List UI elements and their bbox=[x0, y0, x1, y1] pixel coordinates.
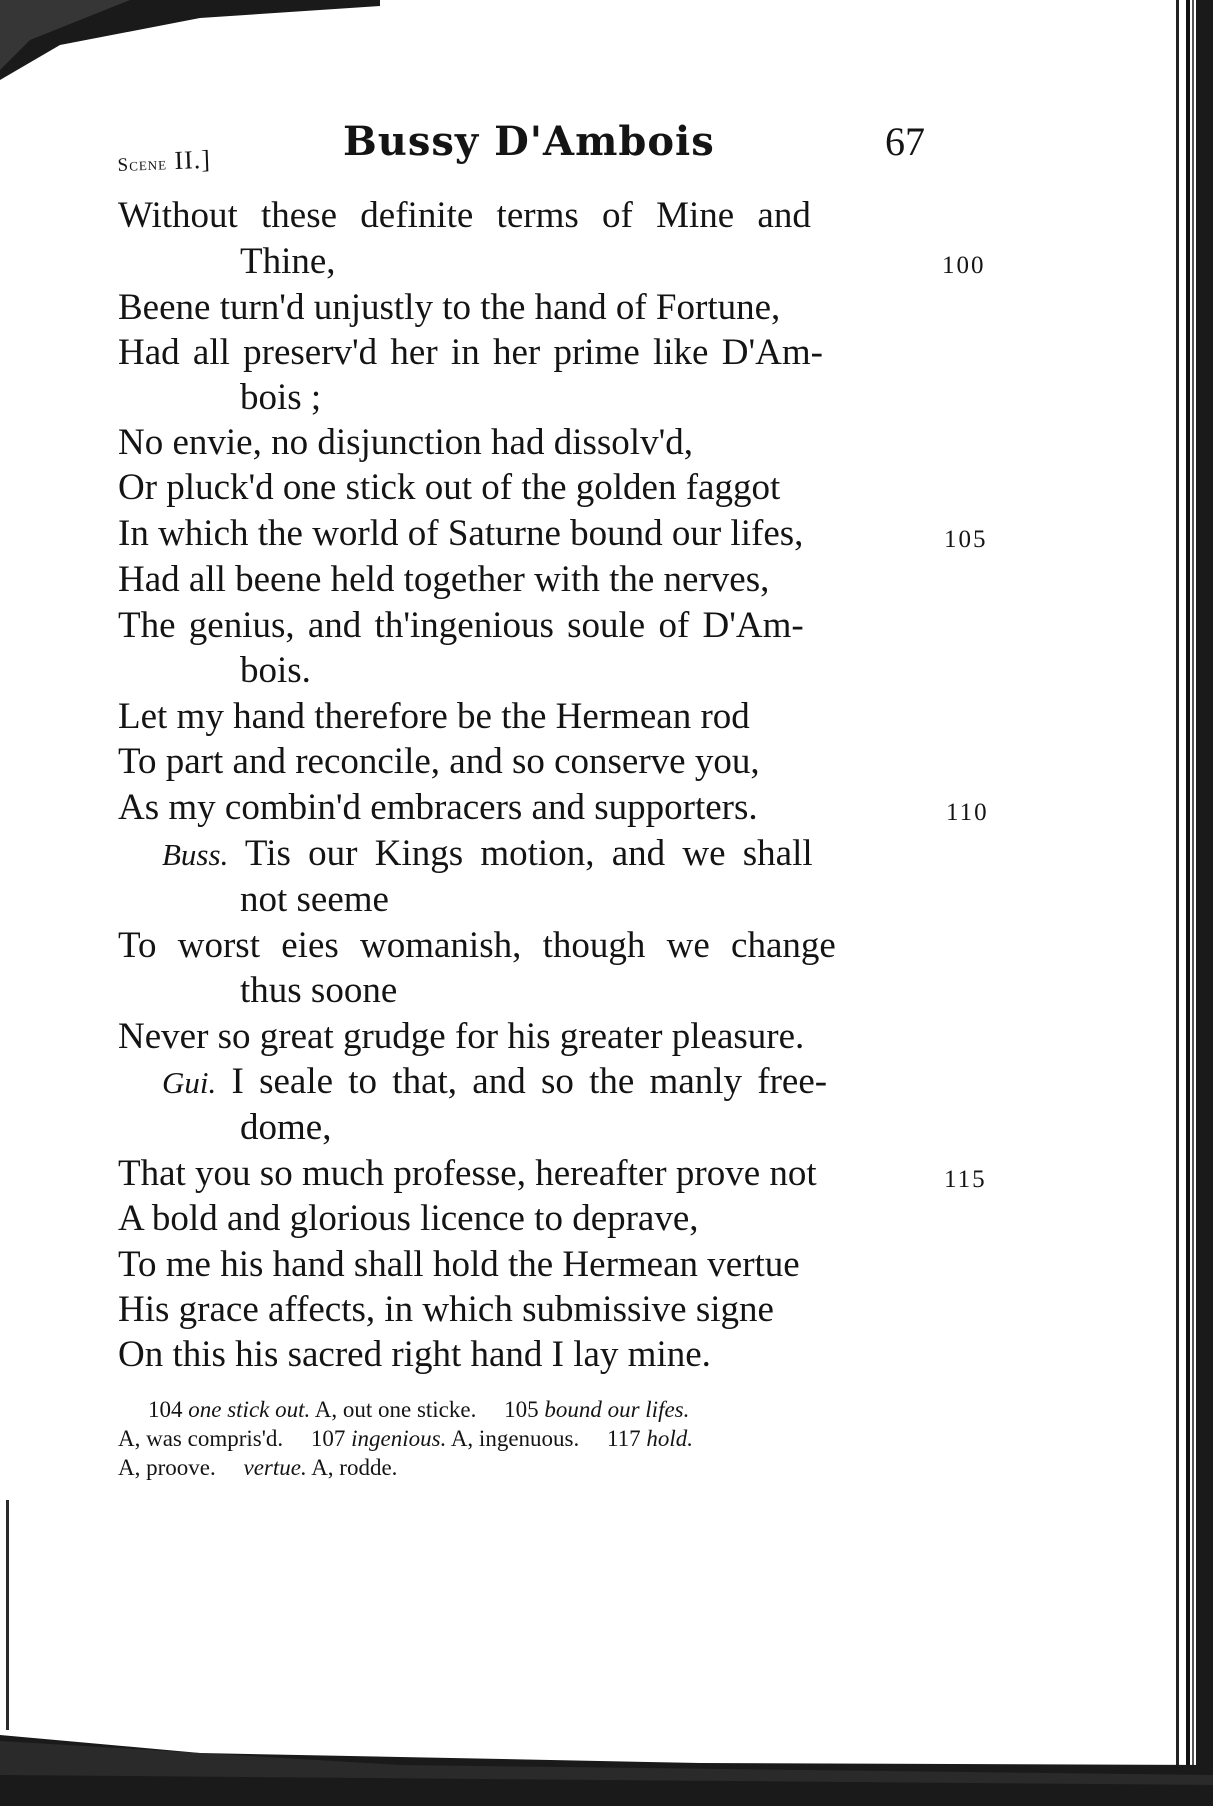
footnotes bbox=[118, 1395, 948, 1482]
verse-line: Let my hand therefore be the Hermean rod bbox=[118, 696, 750, 737]
speech-line bbox=[162, 1060, 827, 1105]
line-number: 110 bbox=[946, 799, 989, 826]
scan-edge-mark-left bbox=[4, 1500, 12, 1730]
speech-line bbox=[162, 832, 813, 877]
line-number: 105 bbox=[944, 526, 988, 553]
footnote-reading: A, rodde. bbox=[311, 1455, 398, 1480]
speech-text: Tis our Kings motion, and we shall bbox=[244, 833, 813, 874]
page-number: 67 bbox=[885, 119, 925, 164]
footnote-lemma: vertue. bbox=[243, 1455, 307, 1480]
footnote-117 bbox=[607, 1424, 693, 1453]
verse-line: thus soone bbox=[240, 970, 398, 1011]
scene-number: II.] bbox=[173, 144, 212, 176]
verse-line: Had all preserv'd her in her prime like D'Am- bbox=[118, 332, 823, 373]
footnote-line bbox=[118, 1453, 948, 1482]
footnote-lemma: ingenious. bbox=[351, 1426, 447, 1451]
verse-line: No envie, no disjunction had dissolv'd, bbox=[118, 422, 693, 463]
verse-line: dome, bbox=[240, 1107, 332, 1148]
verse-line: Or pluck'd one stick out of the golden faggot bbox=[118, 467, 781, 508]
footnote-vertue bbox=[243, 1453, 397, 1482]
footnote-117-reading bbox=[118, 1453, 216, 1482]
speaker-label: Buss. bbox=[162, 837, 229, 872]
verse-line: not seeme bbox=[240, 879, 389, 920]
verse-line: To me his hand shall hold the Hermean vertue bbox=[118, 1244, 800, 1285]
footnote-lemma: one stick out. bbox=[188, 1397, 311, 1422]
footnote-number: 104 bbox=[148, 1397, 183, 1422]
verse-line: Never so great grudge for his greater pleasure. bbox=[118, 1016, 805, 1057]
verse-line: Thine, bbox=[240, 241, 336, 282]
line-number: 115 bbox=[944, 1166, 987, 1193]
verse-line: To part and reconcile, and so conserve you, bbox=[118, 741, 760, 782]
verse-line: Without these definite terms of Mine and bbox=[118, 195, 811, 236]
footnote-lemma: hold. bbox=[646, 1426, 694, 1451]
verse-line: bois. bbox=[240, 650, 311, 691]
scene-prefix: Scene bbox=[117, 153, 168, 177]
verse-line: That you so much professe, hereafter prove not bbox=[118, 1153, 817, 1194]
footnote-lemma: bound our lifes. bbox=[544, 1397, 690, 1422]
scan-shadow-bottom-edge bbox=[0, 1735, 1213, 1806]
verse-line: The genius, and th'ingenious soule of D'Am- bbox=[118, 605, 804, 646]
footnote-number: 107 bbox=[310, 1426, 346, 1451]
verse-line: Had all beene held together with the nerves, bbox=[118, 559, 770, 600]
footnote-line bbox=[118, 1424, 948, 1453]
verse-line: On this his sacred right hand I lay mine. bbox=[118, 1334, 711, 1375]
footnote-107 bbox=[311, 1424, 579, 1453]
verse-line: Beene turn'd unjustly to the hand of Fortune, bbox=[118, 287, 781, 328]
footnote-104 bbox=[148, 1395, 476, 1424]
speaker-label: Gui. bbox=[162, 1065, 217, 1100]
verse-line: His grace affects, in which submissive signe bbox=[118, 1289, 774, 1330]
verse-line: To worst eies womanish, though we change bbox=[118, 925, 836, 966]
footnote-reading: A, out one sticke. bbox=[314, 1397, 477, 1422]
line-number: 100 bbox=[942, 252, 986, 279]
footnote-number: 117 bbox=[606, 1426, 641, 1451]
verse-line: In which the world of Saturne bound our lifes, bbox=[118, 513, 804, 554]
footnote-105-reading bbox=[118, 1424, 283, 1453]
footnote-reading: A, proove. bbox=[118, 1455, 216, 1480]
footnote-number: 105 bbox=[504, 1397, 539, 1422]
verse-line: bois ; bbox=[240, 377, 322, 418]
footnote-reading: A, ingenuous. bbox=[450, 1426, 580, 1451]
footnote-reading: A, was compris'd. bbox=[118, 1426, 284, 1451]
verse-line: A bold and glorious licence to deprave, bbox=[118, 1198, 699, 1239]
verse-line: As my combin'd embracers and supporters. bbox=[118, 787, 758, 828]
footnote-line bbox=[118, 1395, 948, 1424]
footnote-105 bbox=[504, 1395, 689, 1424]
running-title: Bussy D'Ambois bbox=[343, 118, 715, 165]
speech-text: I seale to that, and so the manly free- bbox=[231, 1061, 828, 1102]
